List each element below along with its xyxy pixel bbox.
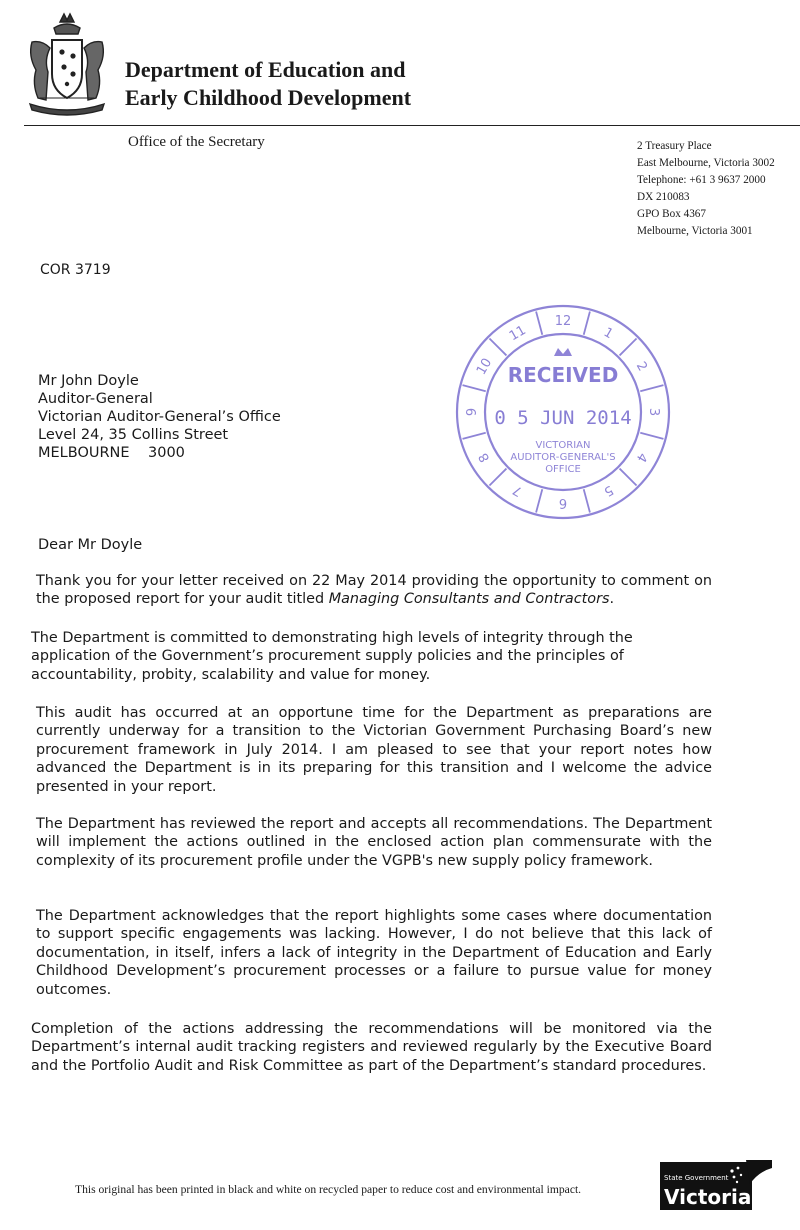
recipient-line: Mr John Doyle — [38, 373, 139, 389]
stamp-ring-number: 2 — [632, 359, 650, 375]
stamp-ring-number: 12 — [554, 314, 572, 329]
stamp-tick — [584, 312, 590, 335]
stamp-org-line-2: AUDITOR-GENERAL'S — [510, 452, 616, 463]
department-name-line-2: Early Childhood Development — [125, 85, 412, 110]
letterhead-divider — [24, 125, 800, 126]
address-line: 2 Treasury Place — [637, 140, 712, 152]
stamp-date: 0 5 JUN 2014 — [494, 407, 632, 429]
stamp-tick — [489, 338, 506, 355]
stamp-tick — [584, 489, 590, 512]
recipient-line: Level 24, 35 Collins Street — [38, 427, 229, 443]
salutation: Dear Mr Doyle — [38, 537, 143, 553]
logo-state-government: State Government — [664, 1174, 729, 1182]
body-paragraph-3: This audit has occurred at an opportune time for the Department as preparations are currently underway for a transition to the Victorian Government Purchasing Board’s new procurement framework in July 2014. I am pleased to see that your report notes how advanced the Department is in its preparing for this transition and I welcome the advice presented in your report. — [36, 705, 712, 795]
stamp-org-line-1: VICTORIAN — [535, 440, 591, 451]
stamp-title: RECEIVED — [507, 363, 619, 387]
recipient-line: Auditor-General — [38, 391, 153, 407]
stamp-ring-number: 3 — [646, 407, 661, 417]
stamp-ring-number: 11 — [506, 322, 529, 345]
address-line: Melbourne, Victoria 3001 — [637, 225, 753, 237]
stamp-org-line-3: OFFICE — [545, 464, 581, 475]
stamp-ring-number: 10 — [473, 355, 496, 378]
body-paragraph-1 — [36, 572, 712, 609]
reference-number: COR 3719 — [40, 262, 111, 278]
recipient-line: Victorian Auditor-General’s Office — [38, 409, 281, 425]
stamp-ring-number: 1 — [600, 325, 616, 343]
stamp-ring-number: 5 — [600, 481, 616, 499]
audit-title: Managing Consultants and Contractors — [328, 591, 610, 608]
body-paragraph-2: The Department is committed to demonstrating high levels of integrity through the application of the Government’s procurement supply policies and the principles of accountability, probity, scalability and value for money. — [31, 630, 633, 683]
stamp-tick — [640, 385, 663, 391]
recycled-paper-note: This original has been printed in black and white on recycled paper to reduce cost and environmental impact. — [75, 1183, 582, 1196]
office-name: Office of the Secretary — [128, 134, 265, 150]
stamp-tick — [536, 489, 542, 512]
department-name — [125, 56, 411, 112]
sender-address — [637, 138, 775, 240]
recipient-address — [38, 372, 281, 462]
stamp-ring-number: 4 — [632, 449, 650, 465]
stamp-ring-number: 6 — [558, 495, 568, 510]
stamp-tick — [463, 385, 486, 391]
stamp-tick — [463, 433, 486, 439]
stamp-ring-number: 9 — [465, 407, 480, 417]
stamp-crown-icon — [554, 348, 572, 356]
stamp-tick — [620, 469, 637, 486]
address-line: East Melbourne, Victoria 3002 — [637, 157, 775, 169]
body-paragraph-5: The Department acknowledges that the report highlights some cases where documentation to support specific engagements was lacking. However, I do not believe that this lack of documentation, in itself, infers a lack of integrity in the Department of Education and Early Childhood Development’s procurement processes or a failure to pursue value for money outcomes. — [36, 908, 712, 998]
address-line: GPO Box 4367 — [637, 208, 706, 220]
coat-of-arms-icon — [24, 12, 110, 116]
stamp-ring-number: 8 — [476, 449, 494, 465]
victoria-logo — [650, 1158, 772, 1212]
address-line: DX 210083 — [637, 191, 690, 203]
stamp-tick — [640, 433, 663, 439]
address-line: Telephone: +61 3 9637 2000 — [637, 174, 766, 186]
stamp-tick — [536, 312, 542, 335]
stamp-tick — [620, 338, 637, 355]
body-paragraph-6: Completion of the actions addressing the recommendations will be monitored via the Department’s internal audit tracking registers and reviewed regularly by the Executive Board and the Portfolio Audit and Risk Committee as part of the Department’s standard procedures. — [31, 1021, 712, 1074]
stamp-tick — [489, 469, 506, 486]
recipient-line: MELBOURNE 3000 — [38, 445, 185, 461]
received-stamp — [452, 300, 674, 524]
logo-victoria: Victoria — [664, 1185, 752, 1209]
department-name-line-1: Department of Education and — [125, 57, 406, 82]
body-paragraph-4: The Department has reviewed the report and accepts all recommendations. The Department will implement the actions outlined in the enclosed action plan commensurate with the complexity of its procurement profile under the VGPB's new supply policy framework. — [36, 816, 712, 869]
stamp-ring-number: 7 — [510, 481, 526, 499]
paragraph-text: Thank you for your letter received on 22 May 2014 providing the opportunity to comment on the proposed report for your audit titled — [36, 573, 712, 608]
paragraph-end: . — [609, 591, 615, 608]
